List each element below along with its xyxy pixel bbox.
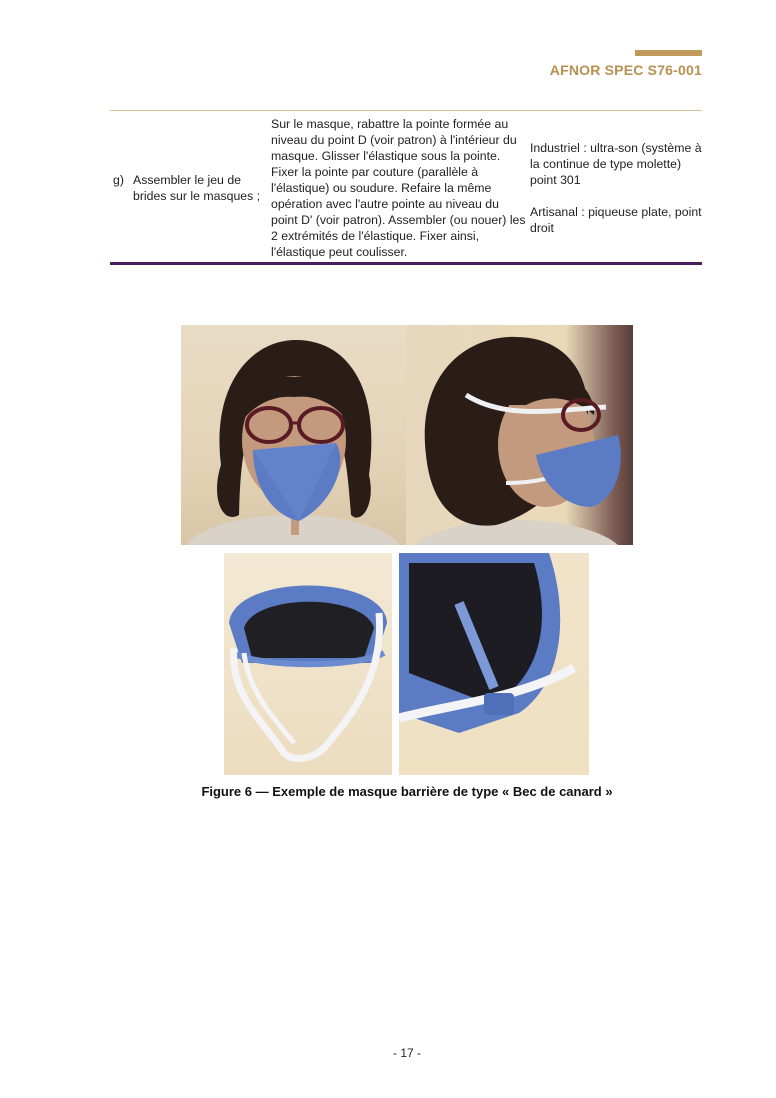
photo-mask-interior-straps bbox=[224, 553, 392, 775]
page-number: - 17 - bbox=[392, 1046, 421, 1060]
header-accent-bar bbox=[635, 50, 702, 56]
photo-mask-point-closeup bbox=[399, 553, 589, 775]
photo-mask-side-view bbox=[406, 325, 633, 545]
step-instructions: Sur le masque, rabattre la pointe formée au niveau du point D (voir patron) à l'intérieur du masque. Glisser l'élastique sous la pointe. Fixer la pointe par couture (parallèle à l'élastique) ou soudure. Refaire la même opération avec l'autre pointe au niveau du point D' (voir patron). Assembler (ou nouer) les 2 extrémités de l'élastique. Fixer ainsi, l'élastique peut coulisser. bbox=[271, 117, 526, 259]
method-artisanal: Artisanal : piqueuse plate, point droit bbox=[530, 205, 702, 235]
step-number: g) bbox=[113, 173, 124, 187]
table-top-rule bbox=[110, 110, 702, 111]
figure-caption: Figure 6 — Exemple de masque barrière de type « Bec de canard » bbox=[201, 784, 613, 799]
document-reference: AFNOR SPEC S76-001 bbox=[549, 62, 702, 78]
step-label: Assembler le jeu de brides sur le masques ; bbox=[133, 173, 261, 203]
method-industrial: Industriel : ultra-son (système à la continue de type molette) point 301 bbox=[530, 141, 702, 187]
table-bottom-rule bbox=[110, 262, 702, 265]
photo-mask-front-view bbox=[181, 325, 406, 545]
